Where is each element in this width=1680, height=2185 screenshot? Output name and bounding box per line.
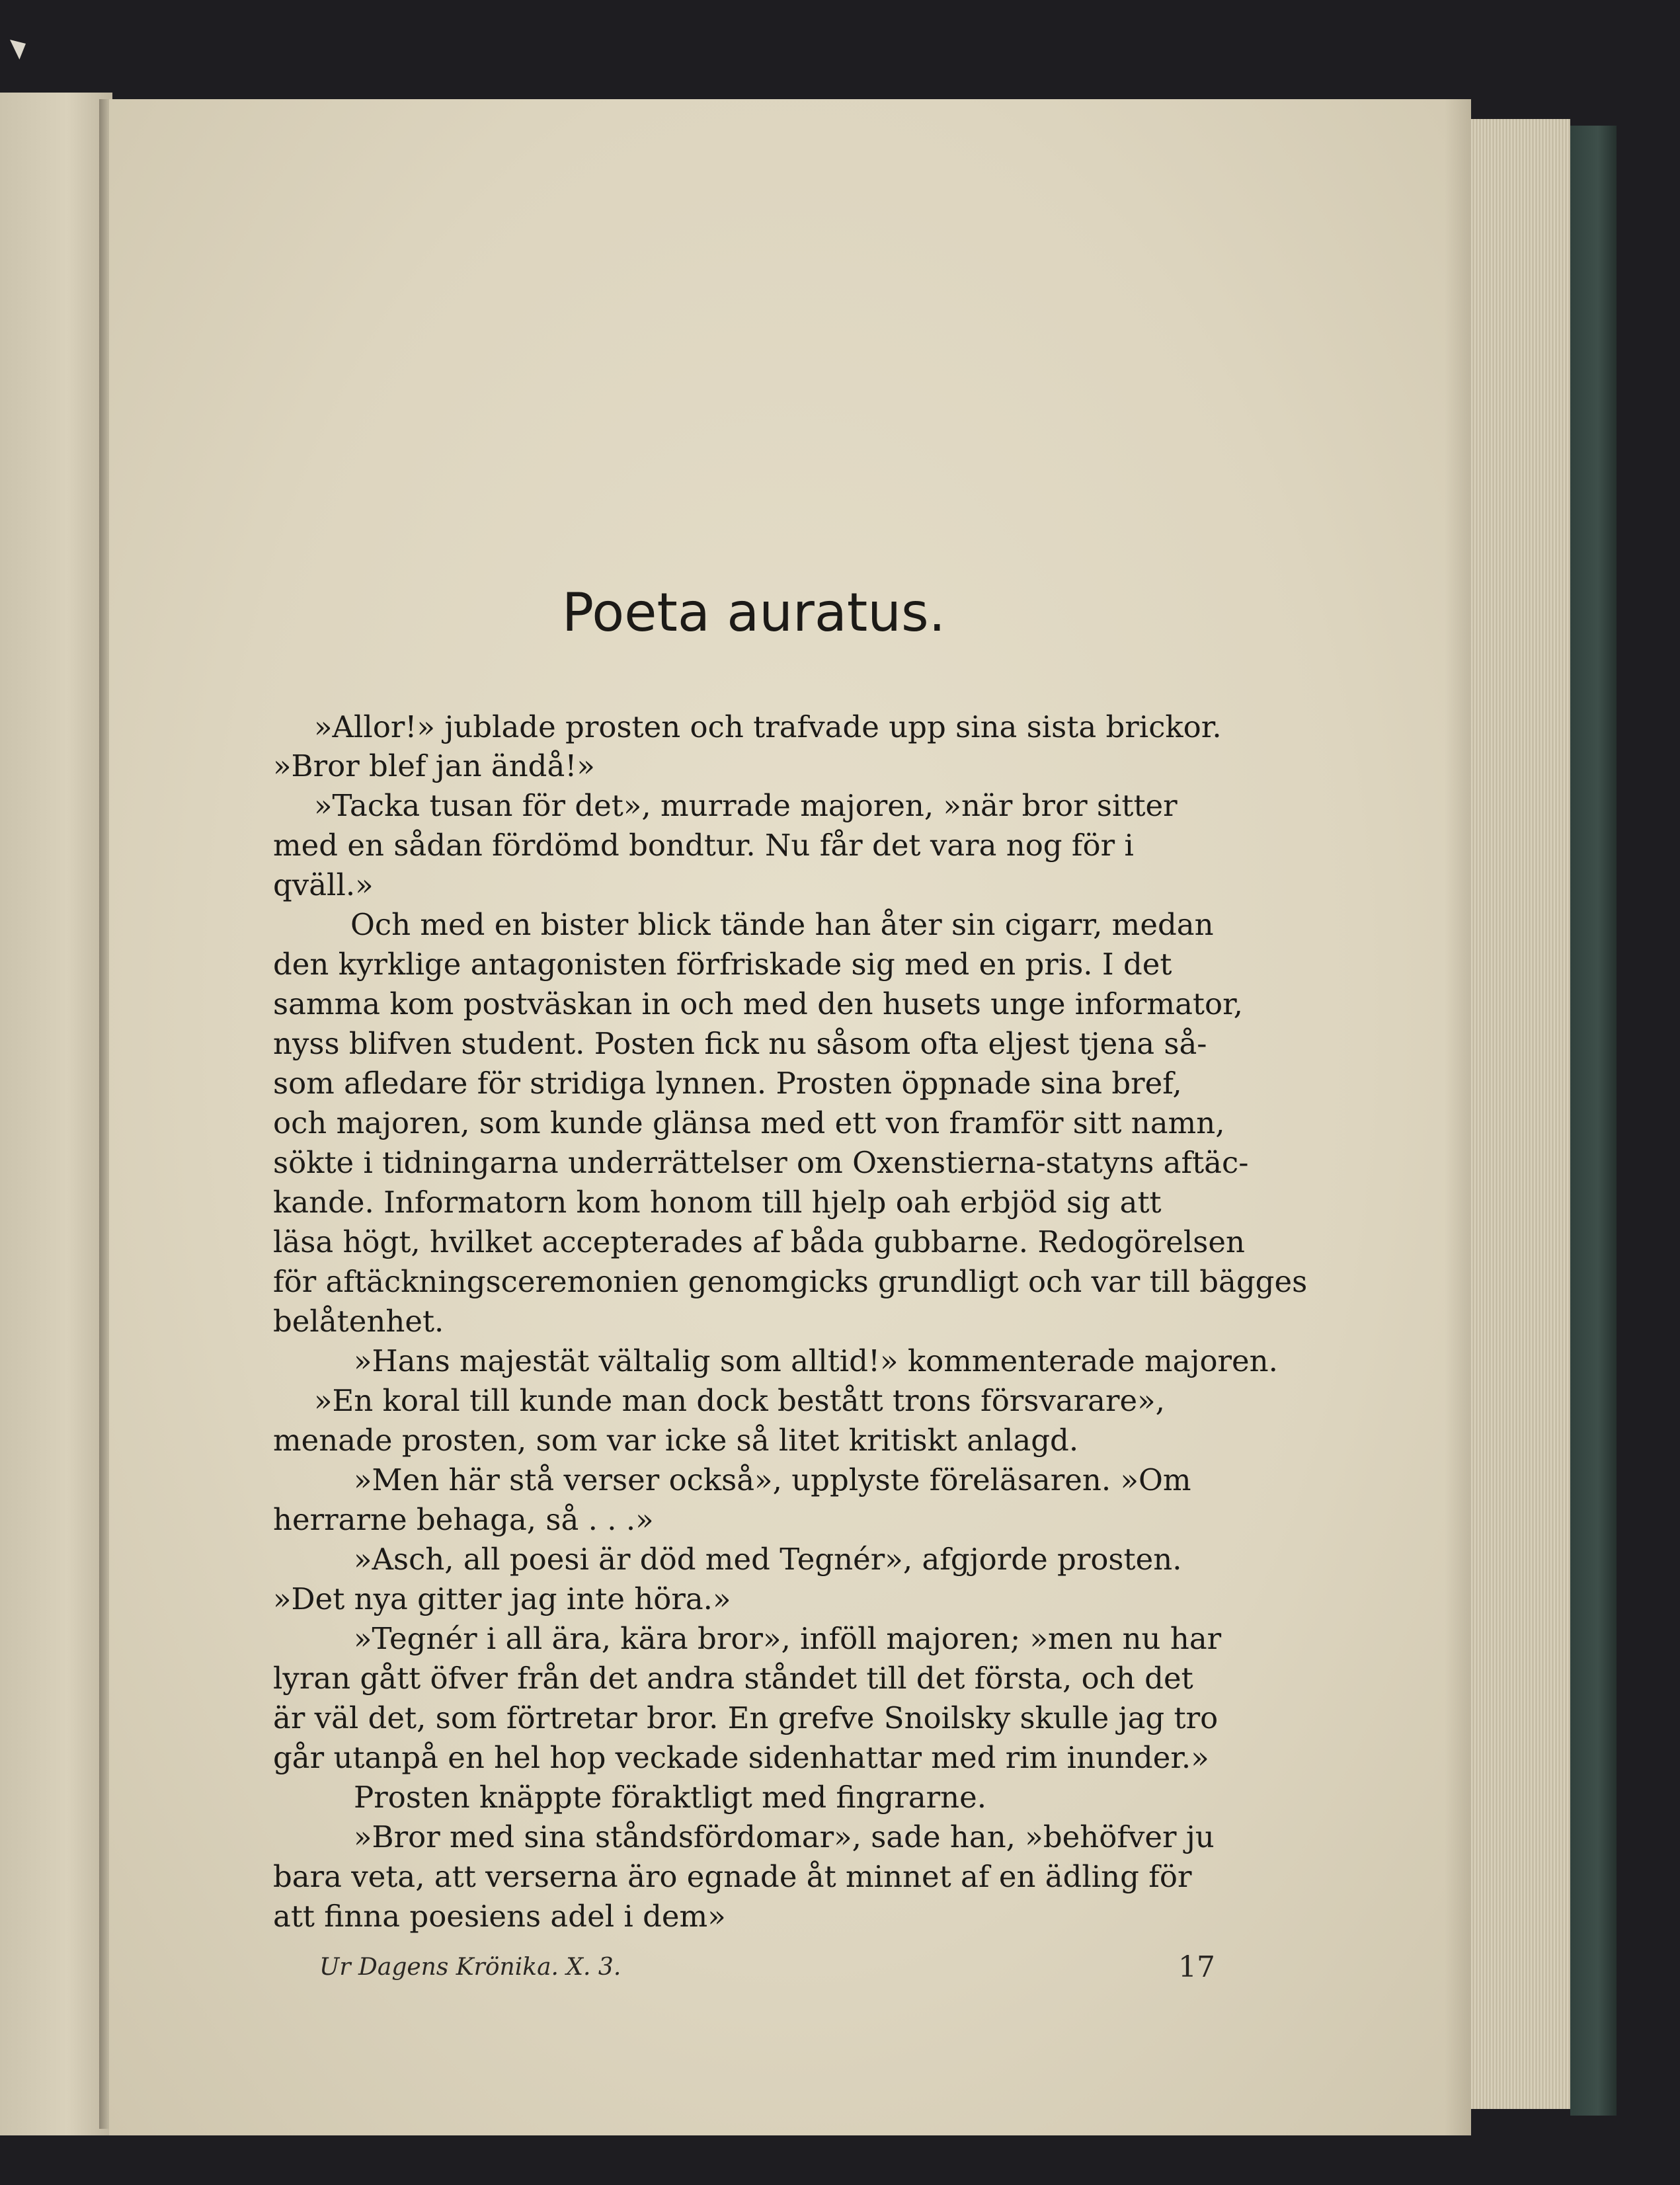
text-line-23: »Det nya gitter jag inte höra.» (273, 1581, 731, 1616)
corner-mark (10, 40, 26, 60)
text-line-15: för aftäckningsceremonien genomgicks grundligt och var till bägges (273, 1264, 1308, 1299)
text-line-3: »Tacka tusan för det», murrade majoren, »när bror sitter (314, 788, 1178, 823)
text-line-4: med en sådan fördömd bondtur. Nu får det vara nog för i (273, 828, 1134, 863)
text-line-19: menade prosten, som var icke så litet kritiskt anlagd. (273, 1423, 1079, 1458)
page-edges (1471, 119, 1570, 2109)
text-line-31: att finna poesiens adel i dem» (273, 1899, 726, 1934)
page-shadow (1445, 99, 1471, 2135)
text-line-10: som afledare för stridiga lynnen. Prosten öppnade sina bref, (273, 1066, 1182, 1101)
text-line-24: »Tegnér i all ära, kära bror», inföll majoren; »men nu har (354, 1621, 1222, 1656)
text-line-21: herrarne behaga, så . . .» (273, 1502, 654, 1537)
text-line-27: går utanpå en hel hop veckade sidenhattar med rim inunder.» (273, 1740, 1209, 1775)
text-line-11: och majoren, som kunde glänsa med ett von framför sitt namn, (273, 1105, 1225, 1140)
footer-source: Ur Dagens Krönika. X. 3. (319, 1954, 621, 1981)
text-line-14: läsa högt, hvilket accepterades af båda gubbarne. Redogörelsen (273, 1224, 1245, 1259)
text-line-25: lyran gått öfver från det andra ståndet till det första, och det (273, 1661, 1193, 1696)
text-line-1: »Allor!» jublade prosten och trafvade upp sina sista brickor. (314, 709, 1222, 744)
book-cover-edge (1570, 126, 1617, 2116)
text-line-30: bara veta, att verserna äro egnade åt minnet af en ädling för (273, 1859, 1192, 1894)
text-line-13: kande. Informatorn kom honom till hjelp oah erbjöd sig att (273, 1185, 1162, 1220)
text-line-9: nyss blifven student. Posten fick nu såsom ofta eljest tjena så- (273, 1026, 1207, 1061)
text-line-12: sökte i tidningarna underrättelser om Oxenstierna-statyns aftäc- (273, 1145, 1249, 1180)
text-line-16: belåtenhet. (273, 1304, 444, 1339)
text-line-8: samma kom postväskan in och med den husets unge informator, (273, 986, 1243, 1021)
page-number: 17 (1178, 1950, 1215, 1984)
text-line-5: qväll.» (273, 867, 374, 902)
text-line-7: den kyrklige antagonisten förfriskade sig med en pris. I det (273, 947, 1172, 982)
text-line-28: Prosten knäppte föraktligt med fingrarne. (354, 1780, 987, 1815)
chapter-title: Poeta auratus. (561, 582, 946, 643)
text-line-20: »Men här stå verser också», upplyste föreläsaren. »Om (354, 1462, 1191, 1497)
text-line-18: »En koral till kunde man dock bestått trons försvarare», (314, 1383, 1165, 1418)
left-page-edge (0, 93, 112, 2135)
text-line-6: Och med en bister blick tände han åter sin cigarr, medan (350, 907, 1214, 942)
text-line-17: »Hans majestät vältalig som alltid!» kommenterade majoren. (354, 1343, 1278, 1378)
text-line-29: »Bror med sina ståndsfördomar», sade han, »behöfver ju (354, 1819, 1215, 1854)
text-line-2: »Bror blef jan ändå!» (273, 748, 595, 783)
text-line-26: är väl det, som förtretar bror. En grefve Snoilsky skulle jag tro (273, 1700, 1219, 1735)
text-line-22: »Asch, all poesi är död med Tegnér», afgjorde prosten. (354, 1542, 1182, 1577)
